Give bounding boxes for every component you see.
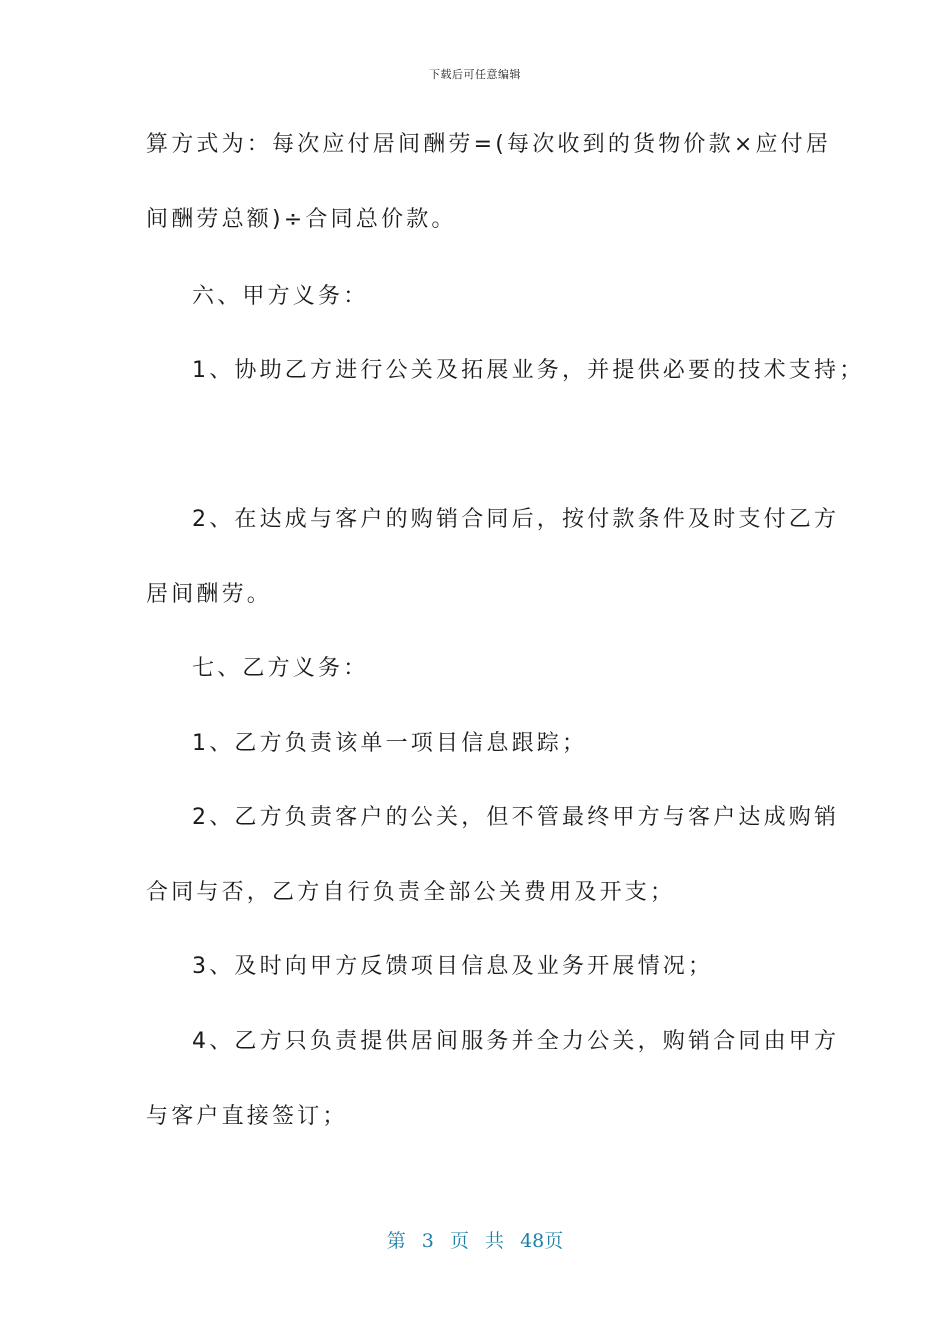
footer-page-word: 页 — [449, 1230, 469, 1252]
paragraph-line: 算方式为：每次应付居间酬劳=(每次收到的货物价款×应付居 — [146, 132, 832, 157]
paragraph-line: 合同与否，乙方自行负责全部公关费用及开支； — [146, 880, 676, 905]
page-header: 下载后可任意编辑 — [429, 68, 521, 81]
paragraph-line: 2、乙方负责客户的公关，但不管最终甲方与客户达成购销 — [192, 805, 840, 830]
paragraph-line: 居间酬劳。 — [146, 582, 273, 607]
total-pages: 48页 — [520, 1230, 564, 1252]
footer-prefix: 第 — [386, 1230, 406, 1252]
page-footer — [0, 1226, 950, 1253]
paragraph-line: 2、在达成与客户的购销合同后，按付款条件及时支付乙方 — [192, 507, 840, 532]
section-heading: 七、乙方义务： — [192, 656, 369, 681]
paragraph-line: 1、乙方负责该单一项目信息跟踪； — [192, 731, 588, 756]
section-heading: 六、甲方义务： — [192, 284, 369, 309]
paragraph-line: 间酬劳总额)÷合同总价款。 — [146, 207, 457, 232]
paragraph-line: 3、及时向甲方反馈项目信息及业务开展情况； — [192, 954, 714, 979]
paragraph-line: 1、协助乙方进行公关及拓展业务，并提供必要的技术支持； — [192, 358, 865, 383]
paragraph-line: 4、乙方只负责提供居间服务并全力公关，购销合同由甲方 — [192, 1029, 840, 1054]
footer-total-word: 共 — [485, 1230, 505, 1252]
current-page-number: 3 — [421, 1230, 434, 1252]
paragraph-line: 与客户直接签订； — [146, 1104, 348, 1129]
